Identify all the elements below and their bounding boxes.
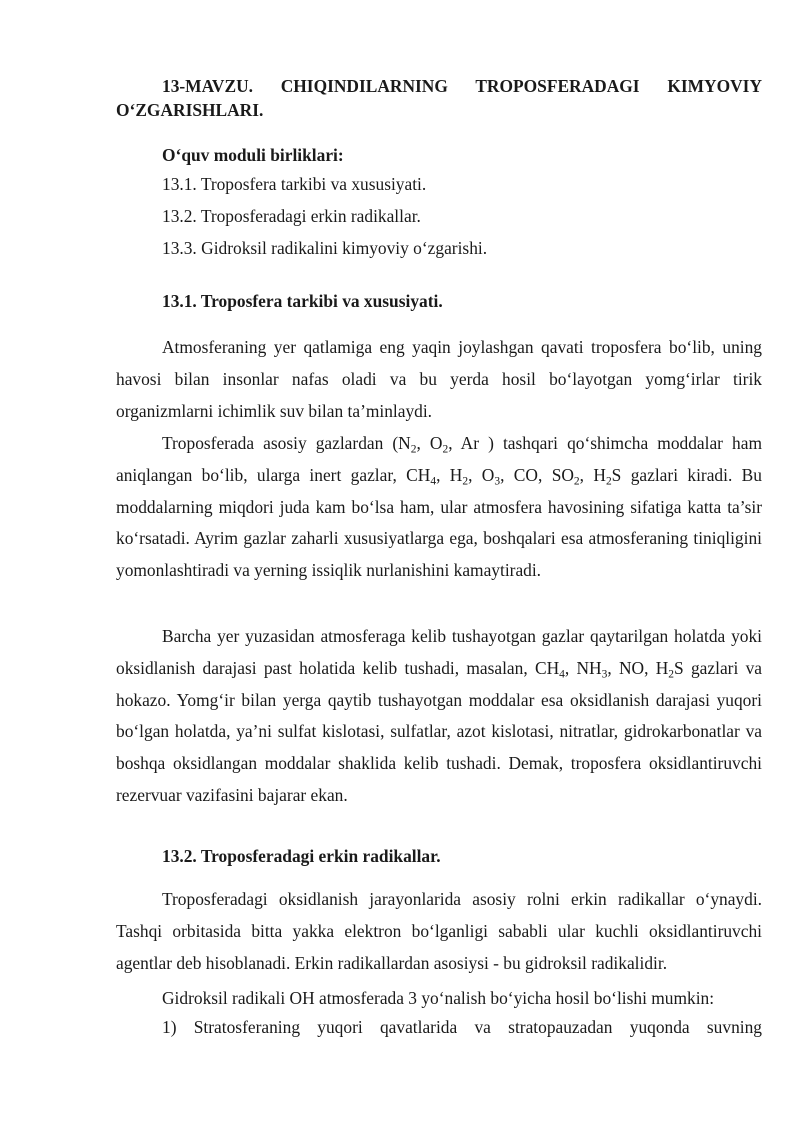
text-run: , O — [468, 464, 495, 485]
document-title: 13-MAVZU. CHIQINDILARNING TROPOSFERADAGI KIMYOVIY O‘ZGARISHLARI. — [116, 76, 762, 120]
text-run: S gazlari va hokazo. Yomg‘ir bilan yerga qaytib tushayotgan moddalar esa oksidlanish darajasi yuqori bo‘lgan holatda, ya’ni sulfat kislotasi, sulfatlar, azot kislotasi, nitratlar, gidrokarbonatlar va boshqa oksidlangan moddalar shaklida kelib tushadi. Demak, troposfera oksidlantiruvchi rezervuar vazifasini bajarar ekan. — [116, 657, 762, 805]
subscript: 2 — [668, 668, 675, 681]
text-run: , Ar ) tashqari qo‘shimcha moddalar ham aniqlangan bo‘lib, ularga inert gazlar, CH — [116, 433, 762, 485]
text-run: , NH — [564, 657, 602, 678]
subscript: 2 — [605, 475, 612, 488]
text-run: , H — [579, 464, 606, 485]
subscript: 3 — [601, 668, 608, 681]
paragraph: Troposferadagi oksidlanish jarayonlarida asosiy rolni erkin radikallar o‘ynaydi. Tashqi orbitasida bitta yakka elektron bo‘lganligi sababli ular kuchli oksidlantiruvchi agentlar deb hisoblanadi. Erkin radikallardan asosiysi - bu gidroksil radikalidir. — [116, 889, 762, 973]
text-run: , CO, SO — [500, 464, 574, 485]
text-run: S gazlari kiradi. Bu moddalarning miqdori juda kam bo‘lsa ham, ular atmosfera havosining sifatiga katta ta’sir ko‘rsatadi. Ayrim gazlar zaharli xususiyatlarga ega, boshqalari esa atmosferaning tiniqligini yomonlashtiradi va yerning issiqlik nurlanishini kamaytiradi. — [116, 464, 762, 581]
subscript: 2 — [462, 475, 469, 488]
text-run: Barcha yer yuzasidan atmosferaga kelib tushayotgan gazlar qaytarilgan holatda yoki oksidlanish darajasi past holatida kelib tushadi, masalan, CH — [116, 626, 762, 678]
paragraph: Gidroksil radikali OH atmosferada 3 yo‘nalish bo‘yicha hosil bo‘lishi mumkin: — [162, 988, 715, 1008]
text-run: , NO, H — [607, 657, 669, 678]
paragraph: 1) Stratosferaning yuqori qavatlarida va stratopauzadan yuqonda suvning — [162, 1017, 762, 1037]
section-heading: 13.2. Troposferadagi erkin radikallar. — [162, 846, 441, 866]
subscript: 2 — [410, 443, 417, 456]
module-item: 13.2. Troposferadagi erkin radikallar. — [162, 206, 421, 226]
paragraph — [116, 428, 762, 587]
text-run: , O — [416, 433, 443, 453]
paragraph — [116, 621, 762, 812]
text-run: Troposferada asosiy gazlardan (N — [162, 433, 411, 453]
subscript: 2 — [573, 475, 580, 488]
module-item: 13.3. Gidroksil radikalini kimyoviy o‘zgarishi. — [162, 238, 488, 258]
text-run: , H — [436, 464, 463, 485]
subscript: 2 — [442, 443, 449, 456]
subscript: 4 — [559, 668, 565, 681]
module-item: 13.1. Troposfera tarkibi va xususiyati. — [162, 174, 427, 194]
modules-heading: O‘quv moduli birliklari: — [162, 145, 344, 165]
section-heading: 13.1. Troposfera tarkibi va xususiyati. — [162, 291, 443, 311]
subscript: 3 — [494, 475, 501, 488]
paragraph: Atmosferaning yer qatlamiga eng yaqin joylashgan qavati troposfera bo‘lib, uning havosi bilan insonlar nafas oladi va bu yerda hosil bo‘layotgan yomg‘irlar tirik organizmlarni ichimlik suv bilan ta’minlaydi. — [116, 337, 762, 421]
subscript: 4 — [430, 475, 437, 488]
